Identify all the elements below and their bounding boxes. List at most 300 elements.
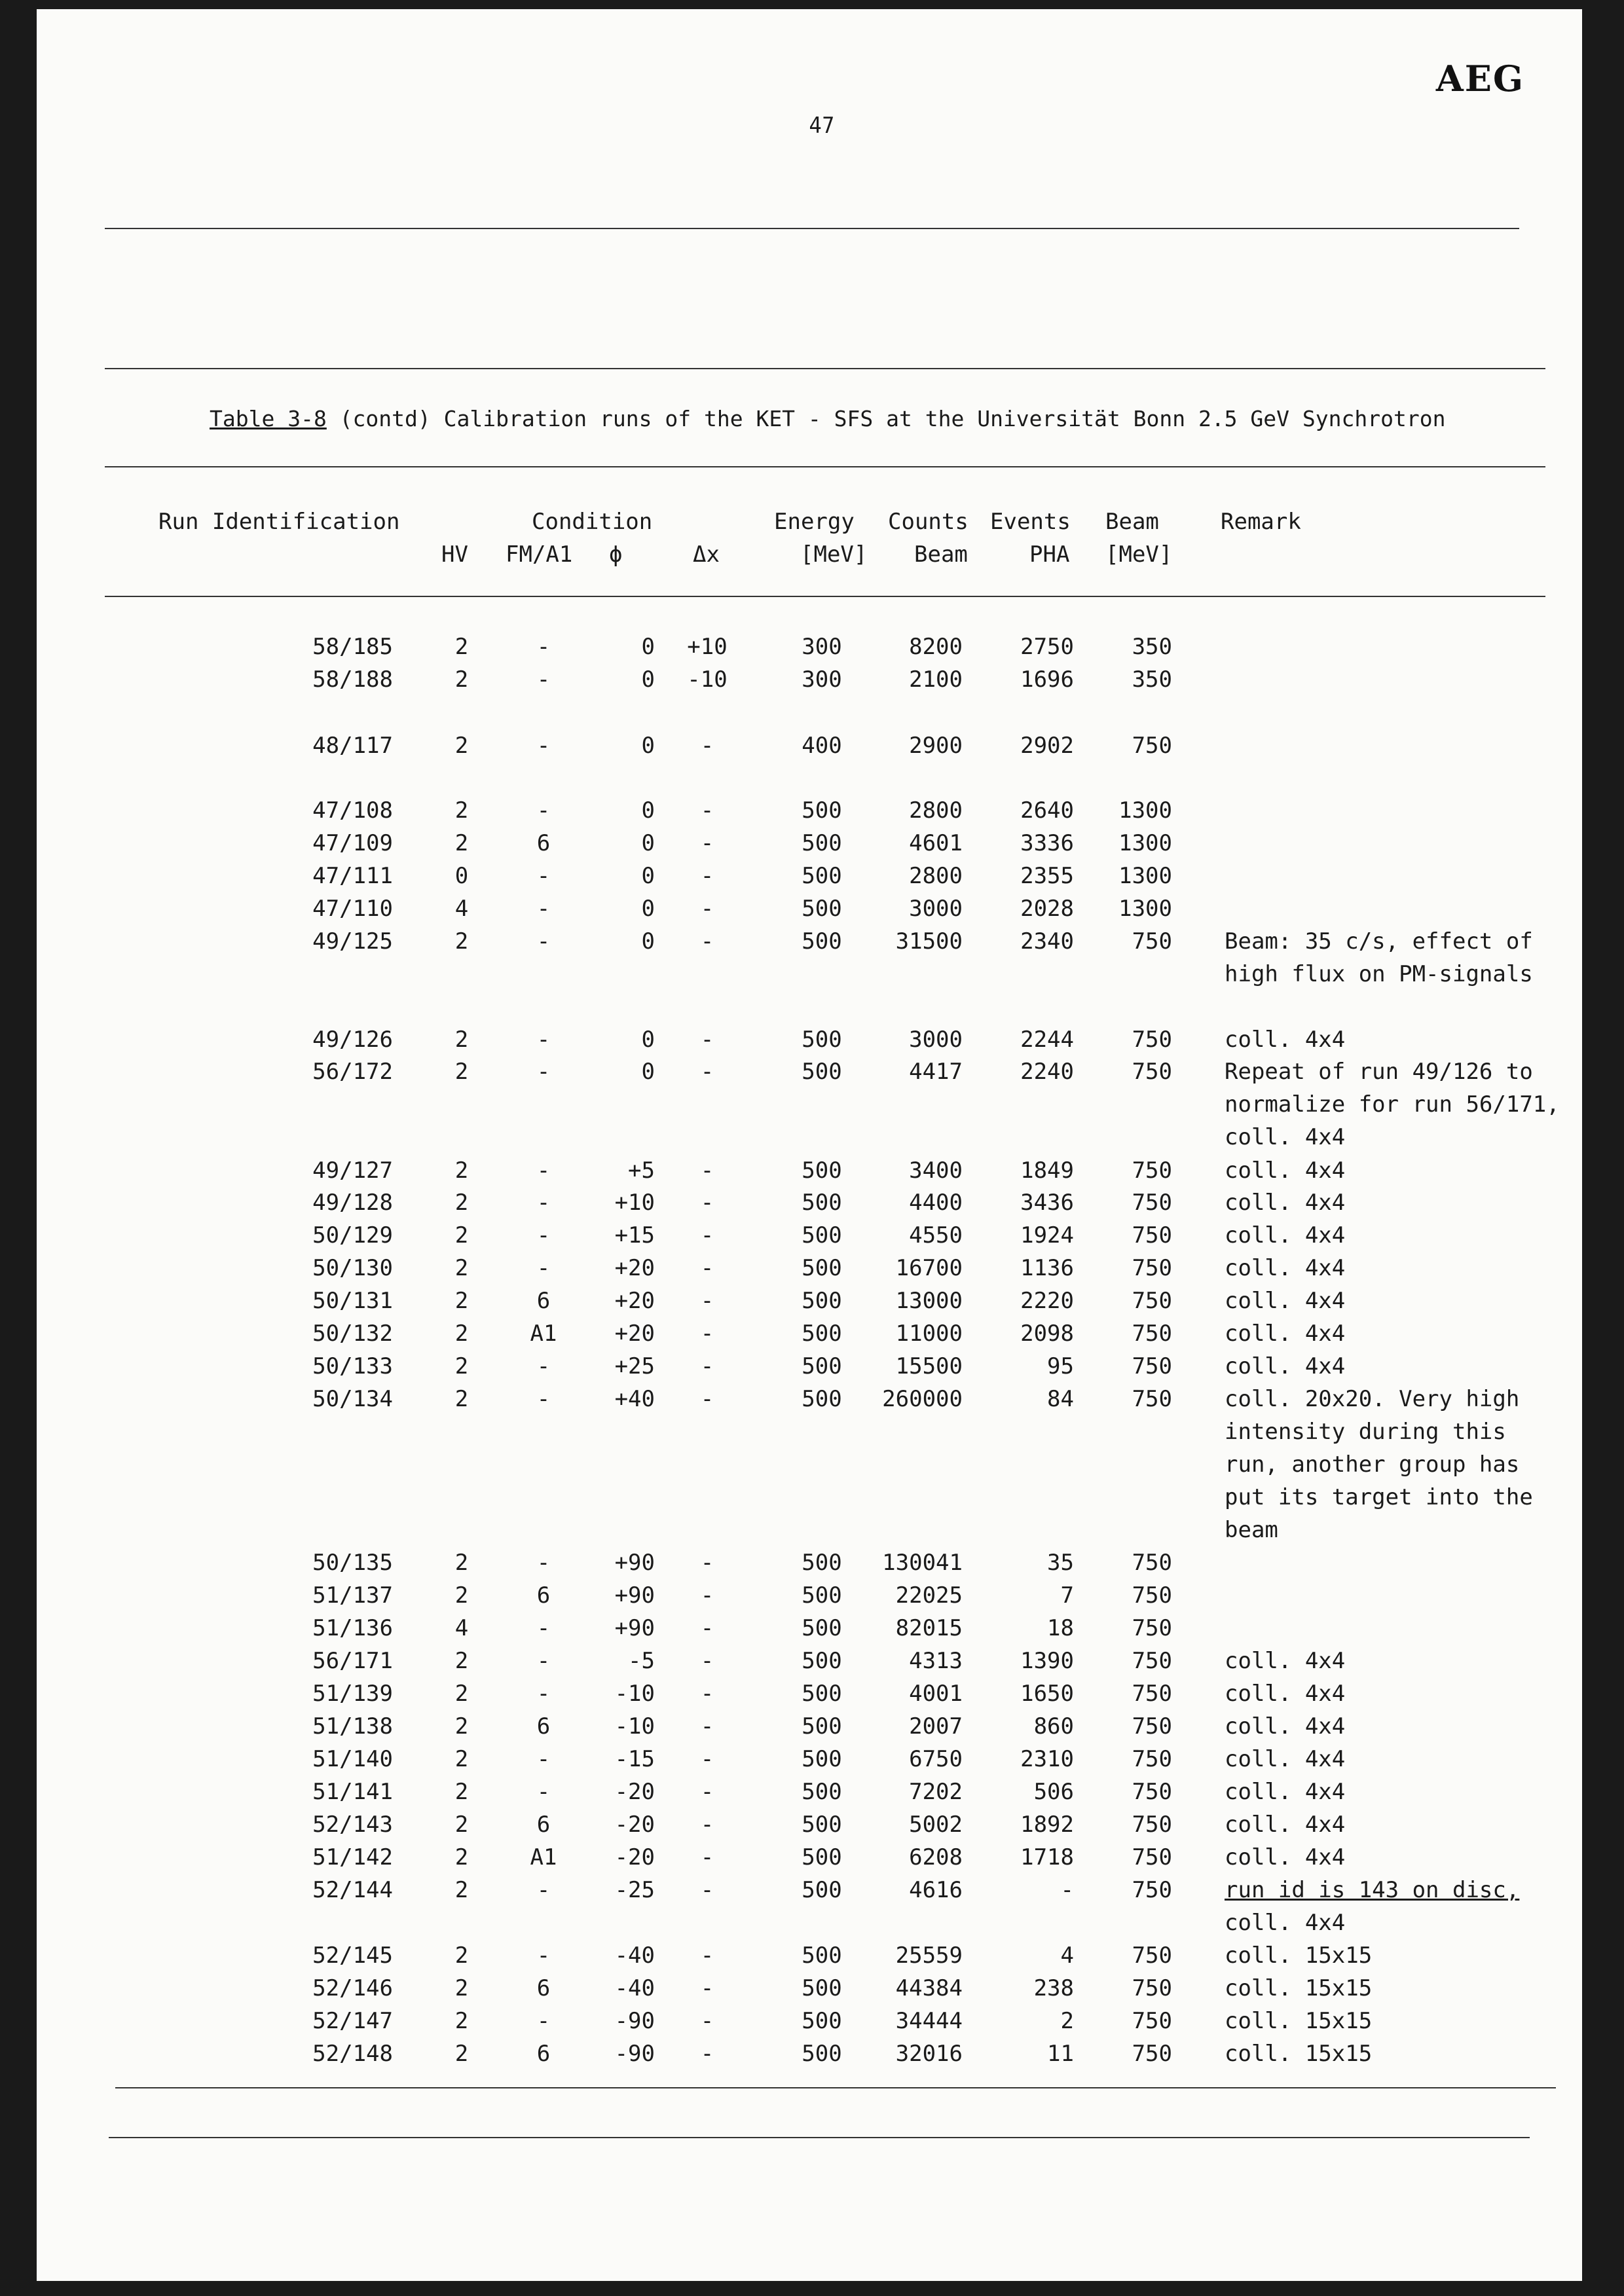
phi-cell: 0 bbox=[641, 830, 655, 856]
hv-cell: 2 bbox=[454, 1059, 469, 1085]
events-pha-cell: 18 bbox=[1047, 1615, 1074, 1641]
remark-cell: coll. 15x15 bbox=[1225, 2041, 1373, 2067]
energy-cell: 500 bbox=[802, 2008, 842, 2034]
remark-cell: coll. 15x15 bbox=[1225, 1942, 1373, 1969]
phi-cell: 0 bbox=[641, 863, 655, 889]
run-id-cell: 50/134 bbox=[312, 1386, 393, 1412]
events-pha-cell: 2640 bbox=[1020, 797, 1074, 824]
phi-cell: -40 bbox=[614, 1942, 655, 1969]
beam-energy-cell: 750 bbox=[1132, 733, 1172, 759]
delta-x-cell: - bbox=[700, 2008, 714, 2034]
fm-a1-cell: - bbox=[536, 634, 551, 660]
delta-x-cell: - bbox=[700, 1975, 714, 2001]
remark-cell: coll. 4x4 bbox=[1225, 1222, 1346, 1248]
beam-energy-cell: 750 bbox=[1132, 1288, 1172, 1314]
fm-a1-cell: - bbox=[536, 1190, 551, 1216]
delta-x-cell: - bbox=[700, 1353, 714, 1379]
energy-cell: 500 bbox=[802, 1222, 842, 1248]
events-pha-cell: 1924 bbox=[1020, 1222, 1074, 1248]
phi-cell: -20 bbox=[614, 1812, 655, 1838]
table-row bbox=[0, 1383, 1624, 1543]
counts-beam-cell: 32016 bbox=[895, 2041, 963, 2067]
delta-x-cell: - bbox=[700, 1877, 714, 1903]
table-row bbox=[0, 860, 1624, 892]
remark-cell: coll. 15x15 bbox=[1225, 1975, 1373, 2001]
hv-cell: 2 bbox=[454, 666, 469, 693]
table-top-rule bbox=[105, 368, 1545, 369]
beam-energy-cell: 750 bbox=[1132, 1222, 1172, 1248]
run-id-cell: 58/185 bbox=[312, 634, 393, 660]
table-row bbox=[0, 925, 1624, 987]
phi-cell: 0 bbox=[641, 733, 655, 759]
fm-a1-cell: - bbox=[536, 2008, 551, 2034]
header-remark: Remark bbox=[1221, 509, 1301, 535]
run-id-cell: 51/136 bbox=[312, 1615, 393, 1641]
events-pha-cell: 860 bbox=[1033, 1713, 1074, 1740]
hv-cell: 2 bbox=[454, 1812, 469, 1838]
beam-energy-cell: 350 bbox=[1132, 666, 1172, 693]
phi-cell: -10 bbox=[614, 1681, 655, 1707]
fm-a1-cell: - bbox=[536, 733, 551, 759]
remark-cell: coll. 4x4 bbox=[1225, 1844, 1346, 1870]
beam-energy-cell: 1300 bbox=[1118, 797, 1172, 824]
fm-a1-cell: - bbox=[536, 928, 551, 955]
phi-cell: -40 bbox=[614, 1975, 655, 2001]
run-id-cell: 47/110 bbox=[312, 896, 393, 922]
energy-cell: 500 bbox=[802, 1353, 842, 1379]
delta-x-cell: - bbox=[700, 830, 714, 856]
fm-a1-cell: - bbox=[536, 666, 551, 693]
table-row bbox=[0, 1317, 1624, 1350]
table-row bbox=[0, 1023, 1624, 1056]
remark-cell: coll. 4x4 bbox=[1225, 1190, 1346, 1216]
table-bottom-rule bbox=[115, 2087, 1556, 2088]
fm-a1-cell: 6 bbox=[536, 1713, 551, 1740]
fm-a1-cell: - bbox=[536, 1877, 551, 1903]
header-counts: Counts bbox=[888, 509, 969, 535]
remark-cell: coll. 4x4 bbox=[1225, 1812, 1346, 1838]
energy-cell: 500 bbox=[802, 1713, 842, 1740]
events-pha-cell: 1136 bbox=[1020, 1255, 1074, 1281]
header-condition: Condition bbox=[532, 509, 653, 535]
run-id-cell: 49/125 bbox=[312, 928, 393, 955]
events-pha-cell: 4 bbox=[1060, 1942, 1074, 1969]
hv-cell: 2 bbox=[454, 2041, 469, 2067]
delta-x-cell: - bbox=[700, 1844, 714, 1870]
events-pha-cell: 1718 bbox=[1020, 1844, 1074, 1870]
counts-beam-cell: 4601 bbox=[909, 830, 963, 856]
events-pha-cell: 7 bbox=[1060, 1582, 1074, 1609]
table-row bbox=[0, 1808, 1624, 1841]
run-id-cell: 47/111 bbox=[312, 863, 393, 889]
beam-energy-cell: 750 bbox=[1132, 1746, 1172, 1772]
fm-a1-cell: - bbox=[536, 1222, 551, 1248]
hv-cell: 2 bbox=[454, 733, 469, 759]
fm-a1-cell: - bbox=[536, 1681, 551, 1707]
delta-x-cell: - bbox=[700, 1288, 714, 1314]
counts-beam-cell: 15500 bbox=[895, 1353, 963, 1379]
header-events: Events bbox=[990, 509, 1071, 535]
hv-cell: 2 bbox=[454, 1027, 469, 1053]
energy-cell: 500 bbox=[802, 1779, 842, 1805]
caption-rule bbox=[105, 466, 1545, 467]
header-run-identification: Run Identification bbox=[158, 509, 400, 535]
fm-a1-cell: - bbox=[536, 1779, 551, 1805]
counts-beam-cell: 8200 bbox=[909, 634, 963, 660]
run-id-cell: 51/141 bbox=[312, 1779, 393, 1805]
events-pha-cell: 11 bbox=[1047, 2041, 1074, 2067]
counts-beam-cell: 4313 bbox=[909, 1648, 963, 1674]
fm-a1-cell: A1 bbox=[530, 1844, 557, 1870]
run-id-cell: 51/139 bbox=[312, 1681, 393, 1707]
energy-cell: 500 bbox=[802, 830, 842, 856]
fm-a1-cell: - bbox=[536, 1027, 551, 1053]
run-id-cell: 51/140 bbox=[312, 1746, 393, 1772]
header-fm-a1: FM/A1 bbox=[506, 541, 573, 568]
hv-cell: 2 bbox=[454, 1550, 469, 1576]
events-pha-cell: 35 bbox=[1047, 1550, 1074, 1576]
phi-cell: +40 bbox=[614, 1386, 655, 1412]
energy-cell: 500 bbox=[802, 1288, 842, 1314]
top-rule bbox=[105, 228, 1519, 229]
table-row bbox=[0, 2005, 1624, 2037]
beam-energy-cell: 750 bbox=[1132, 1550, 1172, 1576]
events-pha-cell: 1696 bbox=[1020, 666, 1074, 693]
counts-beam-cell: 2900 bbox=[909, 733, 963, 759]
phi-cell: -20 bbox=[614, 1779, 655, 1805]
events-pha-cell: 3436 bbox=[1020, 1190, 1074, 1216]
delta-x-cell: - bbox=[700, 1190, 714, 1216]
hv-cell: 2 bbox=[454, 1353, 469, 1379]
events-pha-cell: 2340 bbox=[1020, 928, 1074, 955]
header-phi: ϕ bbox=[609, 541, 623, 568]
hv-cell: 2 bbox=[454, 830, 469, 856]
events-pha-cell: 95 bbox=[1047, 1353, 1074, 1379]
counts-beam-cell: 34444 bbox=[895, 2008, 963, 2034]
beam-energy-cell: 750 bbox=[1132, 1812, 1172, 1838]
table-row bbox=[0, 794, 1624, 827]
events-pha-cell: 1892 bbox=[1020, 1812, 1074, 1838]
events-pha-cell: 2355 bbox=[1020, 863, 1074, 889]
beam-energy-cell: 1300 bbox=[1118, 896, 1172, 922]
table-row bbox=[0, 1612, 1624, 1645]
energy-cell: 500 bbox=[802, 1157, 842, 1184]
fm-a1-cell: - bbox=[536, 1648, 551, 1674]
energy-cell: 500 bbox=[802, 797, 842, 824]
hv-cell: 2 bbox=[454, 1942, 469, 1969]
delta-x-cell: - bbox=[700, 1157, 714, 1184]
energy-cell: 500 bbox=[802, 1615, 842, 1641]
delta-x-cell: - bbox=[700, 928, 714, 955]
events-pha-cell: 2310 bbox=[1020, 1746, 1074, 1772]
run-id-cell: 52/146 bbox=[312, 1975, 393, 2001]
remark-cell: coll. 4x4 bbox=[1225, 1027, 1346, 1053]
events-pha-cell: 2220 bbox=[1020, 1288, 1074, 1314]
counts-beam-cell: 260000 bbox=[882, 1386, 963, 1412]
remark-cell: coll. 4x4 bbox=[1225, 1681, 1346, 1707]
fm-a1-cell: 6 bbox=[536, 1975, 551, 2001]
fm-a1-cell: - bbox=[536, 1550, 551, 1576]
table-row bbox=[0, 1710, 1624, 1743]
energy-cell: 500 bbox=[802, 1648, 842, 1674]
remark-cell: coll. 4x4 bbox=[1225, 1157, 1346, 1184]
energy-cell: 500 bbox=[802, 1681, 842, 1707]
hv-cell: 2 bbox=[454, 1386, 469, 1412]
beam-energy-cell: 750 bbox=[1132, 1353, 1172, 1379]
energy-cell: 500 bbox=[802, 1190, 842, 1216]
beam-energy-cell: 750 bbox=[1132, 2041, 1172, 2067]
remark-cell: coll. 4x4 bbox=[1225, 1288, 1346, 1314]
phi-cell: +15 bbox=[614, 1222, 655, 1248]
run-id-cell: 52/147 bbox=[312, 2008, 393, 2034]
fm-a1-cell: 6 bbox=[536, 1582, 551, 1609]
table-row bbox=[0, 1546, 1624, 1579]
events-pha-cell: 2098 bbox=[1020, 1321, 1074, 1347]
phi-cell: -90 bbox=[614, 2008, 655, 2034]
remark-cell: Beam: 35 c/s, effect of high flux on PM-signals bbox=[1225, 928, 1533, 987]
table-row bbox=[0, 1252, 1624, 1285]
table-row bbox=[0, 1939, 1624, 1972]
energy-cell: 300 bbox=[802, 666, 842, 693]
fm-a1-cell: - bbox=[536, 1353, 551, 1379]
beam-energy-cell: 750 bbox=[1132, 1615, 1172, 1641]
delta-x-cell: - bbox=[700, 1648, 714, 1674]
energy-cell: 500 bbox=[802, 1321, 842, 1347]
phi-cell: 0 bbox=[641, 634, 655, 660]
table-row bbox=[0, 1186, 1624, 1219]
remark-cell: coll. 4x4 bbox=[1225, 1255, 1346, 1281]
energy-cell: 400 bbox=[802, 733, 842, 759]
beam-energy-cell: 750 bbox=[1132, 1321, 1172, 1347]
remark-cell: Repeat of run 49/126 to normalize for run 56/171, coll. 4x4 bbox=[1225, 1059, 1560, 1150]
delta-x-cell: -10 bbox=[687, 666, 728, 693]
events-pha-cell: 2 bbox=[1060, 2008, 1074, 2034]
counts-beam-cell: 2800 bbox=[909, 863, 963, 889]
counts-beam-cell: 2800 bbox=[909, 797, 963, 824]
phi-cell: +25 bbox=[614, 1353, 655, 1379]
run-id-cell: 50/135 bbox=[312, 1550, 393, 1576]
beam-energy-cell: 750 bbox=[1132, 1681, 1172, 1707]
delta-x-cell: - bbox=[700, 1942, 714, 1969]
beam-energy-cell: 750 bbox=[1132, 1877, 1172, 1903]
table-row bbox=[0, 1677, 1624, 1710]
beam-energy-cell: 750 bbox=[1132, 1844, 1172, 1870]
beam-energy-cell: 750 bbox=[1132, 1190, 1172, 1216]
run-id-cell: 47/109 bbox=[312, 830, 393, 856]
header-beam-unit: [MeV] bbox=[1105, 541, 1173, 568]
hv-cell: 4 bbox=[454, 896, 469, 922]
hv-cell: 2 bbox=[454, 928, 469, 955]
counts-beam-cell: 11000 bbox=[895, 1321, 963, 1347]
run-id-cell: 50/133 bbox=[312, 1353, 393, 1379]
beam-energy-cell: 750 bbox=[1132, 1059, 1172, 1085]
phi-cell: 0 bbox=[641, 928, 655, 955]
delta-x-cell: - bbox=[700, 1255, 714, 1281]
run-id-cell: 52/143 bbox=[312, 1812, 393, 1838]
energy-cell: 500 bbox=[802, 863, 842, 889]
counts-beam-cell: 4400 bbox=[909, 1190, 963, 1216]
delta-x-cell: - bbox=[700, 2041, 714, 2067]
energy-cell: 500 bbox=[802, 1027, 842, 1053]
phi-cell: -15 bbox=[614, 1746, 655, 1772]
phi-cell: +90 bbox=[614, 1550, 655, 1576]
energy-cell: 500 bbox=[802, 1059, 842, 1085]
beam-energy-cell: 750 bbox=[1132, 1779, 1172, 1805]
header-energy-unit: [MeV] bbox=[800, 541, 868, 568]
company-logo: AEG bbox=[1435, 58, 1524, 100]
phi-cell: +20 bbox=[614, 1288, 655, 1314]
table-row bbox=[0, 1350, 1624, 1383]
counts-beam-cell: 3000 bbox=[909, 896, 963, 922]
table-row bbox=[0, 1972, 1624, 2005]
delta-x-cell: - bbox=[700, 1681, 714, 1707]
phi-cell: -20 bbox=[614, 1844, 655, 1870]
run-id-cell: 49/126 bbox=[312, 1027, 393, 1053]
phi-cell: +20 bbox=[614, 1321, 655, 1347]
header-rule bbox=[105, 596, 1545, 597]
caption-text: (contd) Calibration runs of the KET - SFS at the Universität Bonn 2.5 GeV Synchrotron bbox=[326, 406, 1446, 431]
phi-cell: 0 bbox=[641, 797, 655, 824]
beam-energy-cell: 750 bbox=[1132, 1255, 1172, 1281]
phi-cell: +90 bbox=[614, 1615, 655, 1641]
delta-x-cell: - bbox=[700, 797, 714, 824]
phi-cell: +20 bbox=[614, 1255, 655, 1281]
fm-a1-cell: - bbox=[536, 1615, 551, 1641]
counts-beam-cell: 22025 bbox=[895, 1582, 963, 1609]
run-id-cell: 49/128 bbox=[312, 1190, 393, 1216]
delta-x-cell: - bbox=[700, 1779, 714, 1805]
beam-energy-cell: 750 bbox=[1132, 928, 1172, 955]
remark-cell: run id is 143 on disc, bbox=[1225, 1877, 1520, 1903]
hv-cell: 2 bbox=[454, 1157, 469, 1184]
hv-cell: 2 bbox=[454, 1190, 469, 1216]
run-id-cell: 50/132 bbox=[312, 1321, 393, 1347]
run-id-cell: 47/108 bbox=[312, 797, 393, 824]
phi-cell: 0 bbox=[641, 896, 655, 922]
table-row bbox=[0, 1645, 1624, 1677]
hv-cell: 4 bbox=[454, 1615, 469, 1641]
events-pha-cell: - bbox=[1060, 1877, 1074, 1903]
hv-cell: 2 bbox=[454, 1713, 469, 1740]
beam-energy-cell: 750 bbox=[1132, 1713, 1172, 1740]
counts-beam-cell: 13000 bbox=[895, 1288, 963, 1314]
remark-cell: coll. 4x4 bbox=[1225, 1353, 1346, 1379]
phi-cell: 0 bbox=[641, 666, 655, 693]
phi-cell: +10 bbox=[614, 1190, 655, 1216]
run-id-cell: 48/117 bbox=[312, 733, 393, 759]
energy-cell: 500 bbox=[802, 1877, 842, 1903]
fm-a1-cell: - bbox=[536, 1386, 551, 1412]
events-pha-cell: 2902 bbox=[1020, 733, 1074, 759]
hv-cell: 2 bbox=[454, 1877, 469, 1903]
delta-x-cell: - bbox=[700, 1713, 714, 1740]
phi-cell: +90 bbox=[614, 1582, 655, 1609]
header-events-pha: PHA bbox=[1029, 541, 1070, 568]
beam-energy-cell: 1300 bbox=[1118, 830, 1172, 856]
fm-a1-cell: - bbox=[536, 1942, 551, 1969]
remark-cell: coll. 4x4 bbox=[1225, 1713, 1346, 1740]
counts-beam-cell: 2100 bbox=[909, 666, 963, 693]
counts-beam-cell: 6208 bbox=[909, 1844, 963, 1870]
delta-x-cell: - bbox=[700, 733, 714, 759]
beam-energy-cell: 750 bbox=[1132, 1942, 1172, 1969]
delta-x-cell: - bbox=[700, 1746, 714, 1772]
fm-a1-cell: - bbox=[536, 1157, 551, 1184]
fm-a1-cell: - bbox=[536, 1059, 551, 1085]
header-delta-x: Δx bbox=[693, 541, 720, 568]
beam-energy-cell: 750 bbox=[1132, 2008, 1172, 2034]
run-id-cell: 56/172 bbox=[312, 1059, 393, 1085]
delta-x-cell: - bbox=[700, 863, 714, 889]
remark-cell: coll. 4x4 bbox=[1225, 1648, 1346, 1674]
beam-energy-cell: 750 bbox=[1132, 1386, 1172, 1412]
table-row bbox=[0, 2037, 1624, 2070]
header-beam: Beam bbox=[1105, 509, 1159, 535]
header-energy: Energy bbox=[774, 509, 855, 535]
hv-cell: 2 bbox=[454, 1288, 469, 1314]
fm-a1-cell: - bbox=[536, 1255, 551, 1281]
energy-cell: 500 bbox=[802, 1812, 842, 1838]
energy-cell: 500 bbox=[802, 928, 842, 955]
events-pha-cell: 2240 bbox=[1020, 1059, 1074, 1085]
energy-cell: 500 bbox=[802, 1844, 842, 1870]
delta-x-cell: - bbox=[700, 1059, 714, 1085]
hv-cell: 2 bbox=[454, 1779, 469, 1805]
phi-cell: -25 bbox=[614, 1877, 655, 1903]
hv-cell: 2 bbox=[454, 1321, 469, 1347]
table-row bbox=[0, 1579, 1624, 1612]
counts-beam-cell: 25559 bbox=[895, 1942, 963, 1969]
run-id-cell: 51/142 bbox=[312, 1844, 393, 1870]
energy-cell: 500 bbox=[802, 1550, 842, 1576]
counts-beam-cell: 2007 bbox=[909, 1713, 963, 1740]
table-row bbox=[0, 827, 1624, 860]
counts-beam-cell: 7202 bbox=[909, 1779, 963, 1805]
beam-energy-cell: 750 bbox=[1132, 1975, 1172, 2001]
events-pha-cell: 84 bbox=[1047, 1386, 1074, 1412]
remark-cell: coll. 4x4 bbox=[1225, 1321, 1346, 1347]
events-pha-cell: 1390 bbox=[1020, 1648, 1074, 1674]
phi-cell: -5 bbox=[628, 1648, 655, 1674]
remark-cell: coll. 20x20. Very high intensity during this run, another group has put its target into the beam bbox=[1225, 1386, 1533, 1543]
remark-cell: coll. 4x4 bbox=[1225, 1746, 1346, 1772]
remark-cell: coll. 15x15 bbox=[1225, 2008, 1373, 2034]
remark-cell-continued: coll. 4x4 bbox=[1225, 1910, 1346, 1936]
beam-energy-cell: 750 bbox=[1132, 1157, 1172, 1184]
energy-cell: 300 bbox=[802, 634, 842, 660]
header-hv: HV bbox=[441, 541, 468, 568]
table-row bbox=[0, 1776, 1624, 1808]
energy-cell: 500 bbox=[802, 1255, 842, 1281]
counts-beam-cell: 3400 bbox=[909, 1157, 963, 1184]
table-row bbox=[0, 630, 1624, 663]
events-pha-cell: 1849 bbox=[1020, 1157, 1074, 1184]
phi-cell: +5 bbox=[628, 1157, 655, 1184]
counts-beam-cell: 6750 bbox=[909, 1746, 963, 1772]
counts-beam-cell: 4001 bbox=[909, 1681, 963, 1707]
counts-beam-cell: 130041 bbox=[882, 1550, 963, 1576]
phi-cell: -10 bbox=[614, 1713, 655, 1740]
delta-x-cell: - bbox=[700, 1615, 714, 1641]
events-pha-cell: 238 bbox=[1033, 1975, 1074, 2001]
fm-a1-cell: 6 bbox=[536, 1288, 551, 1314]
fm-a1-cell: - bbox=[536, 896, 551, 922]
energy-cell: 500 bbox=[802, 1386, 842, 1412]
run-id-cell: 50/129 bbox=[312, 1222, 393, 1248]
run-id-cell: 58/188 bbox=[312, 666, 393, 693]
fm-a1-cell: 6 bbox=[536, 2041, 551, 2067]
run-id-cell: 56/171 bbox=[312, 1648, 393, 1674]
